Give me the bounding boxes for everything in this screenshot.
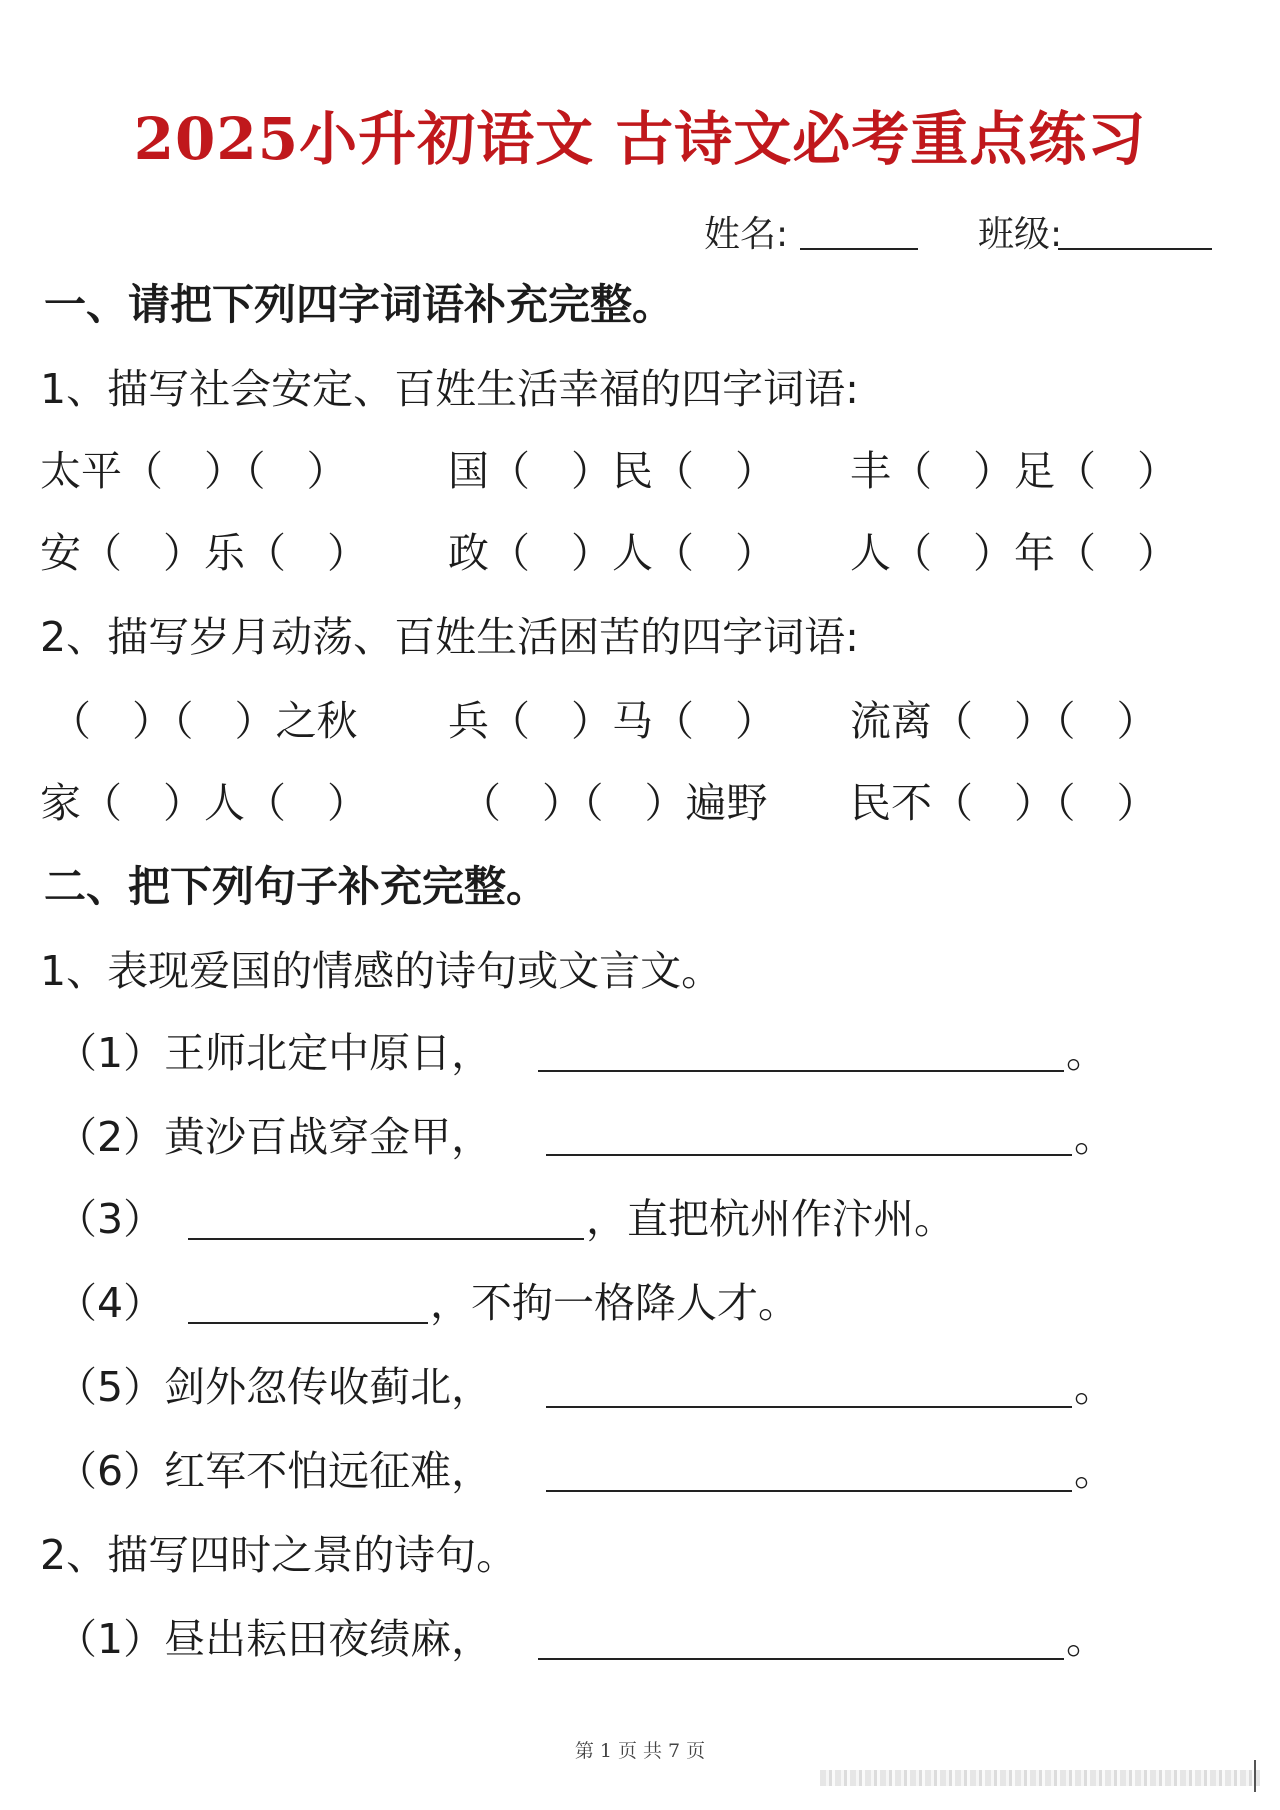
answer-blank[interactable] (538, 1658, 1064, 1660)
idiom-cell[interactable]: 家（ ）人（ ） (40, 779, 368, 827)
section2-q2: 2、描写四时之景的诗句。 (40, 1531, 518, 1579)
item-number: （3） (56, 1195, 165, 1243)
idiom-cell[interactable]: （ ）（ ）之秋 (50, 697, 358, 745)
item-number: （1） (56, 1029, 165, 1077)
item-text-before: 昼出耘田夜绩麻， (164, 1615, 493, 1663)
class-label: 班级: (978, 214, 1063, 255)
idiom-cell[interactable]: 太平（ ）（ ） (40, 447, 348, 495)
idiom-cell[interactable]: 民不（ ）（ ） (850, 779, 1158, 827)
item-number: （1） (56, 1615, 165, 1663)
answer-blank[interactable] (188, 1322, 428, 1324)
answer-blank[interactable] (546, 1406, 1072, 1408)
poem-item (56, 1438, 492, 1497)
name-label: 姓名: (704, 214, 789, 255)
item-text-before: 红军不怕远征难， (164, 1447, 493, 1495)
idiom-cell[interactable]: 安（ ）乐（ ） (40, 529, 368, 577)
item-text-after: 。 (1074, 1363, 1115, 1411)
item-number: （5） (56, 1363, 165, 1411)
item-text-after: 。 (1074, 1447, 1115, 1495)
item-text-after: ，直把杭州作汴州。 (586, 1195, 955, 1243)
idiom-cell[interactable]: 国（ ）民（ ） (448, 447, 776, 495)
item-text-after: ，不拘一格降人才。 (430, 1279, 799, 1327)
scan-artifact-edge (1254, 1760, 1256, 1792)
section1-heading: 一、请把下列四字词语补充完整。 (44, 280, 675, 329)
class-field[interactable] (1058, 248, 1212, 250)
item-text-after: 。 (1066, 1029, 1107, 1077)
page-footer: 第 1 页 共 7 页 (574, 1740, 706, 1762)
idiom-cell[interactable]: 兵（ ）马（ ） (448, 697, 776, 745)
poem-item (56, 1354, 492, 1413)
item-number: （6） (56, 1447, 165, 1495)
answer-blank[interactable] (188, 1238, 584, 1240)
answer-blank[interactable] (546, 1490, 1072, 1492)
item-text-before: 王师北定中原日， (164, 1029, 493, 1077)
item-text-after: 。 (1074, 1113, 1115, 1161)
answer-blank[interactable] (546, 1154, 1072, 1156)
name-field[interactable] (800, 248, 918, 250)
item-number: （4） (56, 1279, 165, 1327)
idiom-cell[interactable]: 丰（ ）足（ ） (850, 447, 1178, 495)
poem-item (56, 1606, 492, 1665)
page-title: 2025小升初语文 古诗文必考重点练习 (133, 105, 1147, 173)
item-text-after: 。 (1066, 1615, 1107, 1663)
section2-heading: 二、把下列句子补充完整。 (44, 862, 549, 911)
section1-q1: 1、描写社会安定、百姓生活幸福的四字词语: (40, 365, 859, 413)
idiom-cell[interactable]: 政（ ）人（ ） (448, 529, 776, 577)
section1-q2: 2、描写岁月动荡、百姓生活困苦的四字词语: (40, 613, 859, 661)
item-number: （2） (56, 1113, 165, 1161)
answer-blank[interactable] (538, 1070, 1064, 1072)
idiom-cell[interactable]: 人（ ）年（ ） (850, 529, 1178, 577)
section2-q1: 1、表现爱国的情感的诗句或文言文。 (40, 947, 723, 995)
poem-item (56, 1020, 492, 1079)
idiom-cell[interactable]: （ ）（ ）遍野 (460, 779, 768, 827)
scan-artifact (820, 1770, 1260, 1786)
poem-item (56, 1104, 492, 1163)
idiom-cell[interactable]: 流离（ ）（ ） (850, 697, 1158, 745)
item-text-before: 剑外忽传收蓟北， (164, 1363, 493, 1411)
item-text-before: 黄沙百战穿金甲， (164, 1113, 493, 1161)
